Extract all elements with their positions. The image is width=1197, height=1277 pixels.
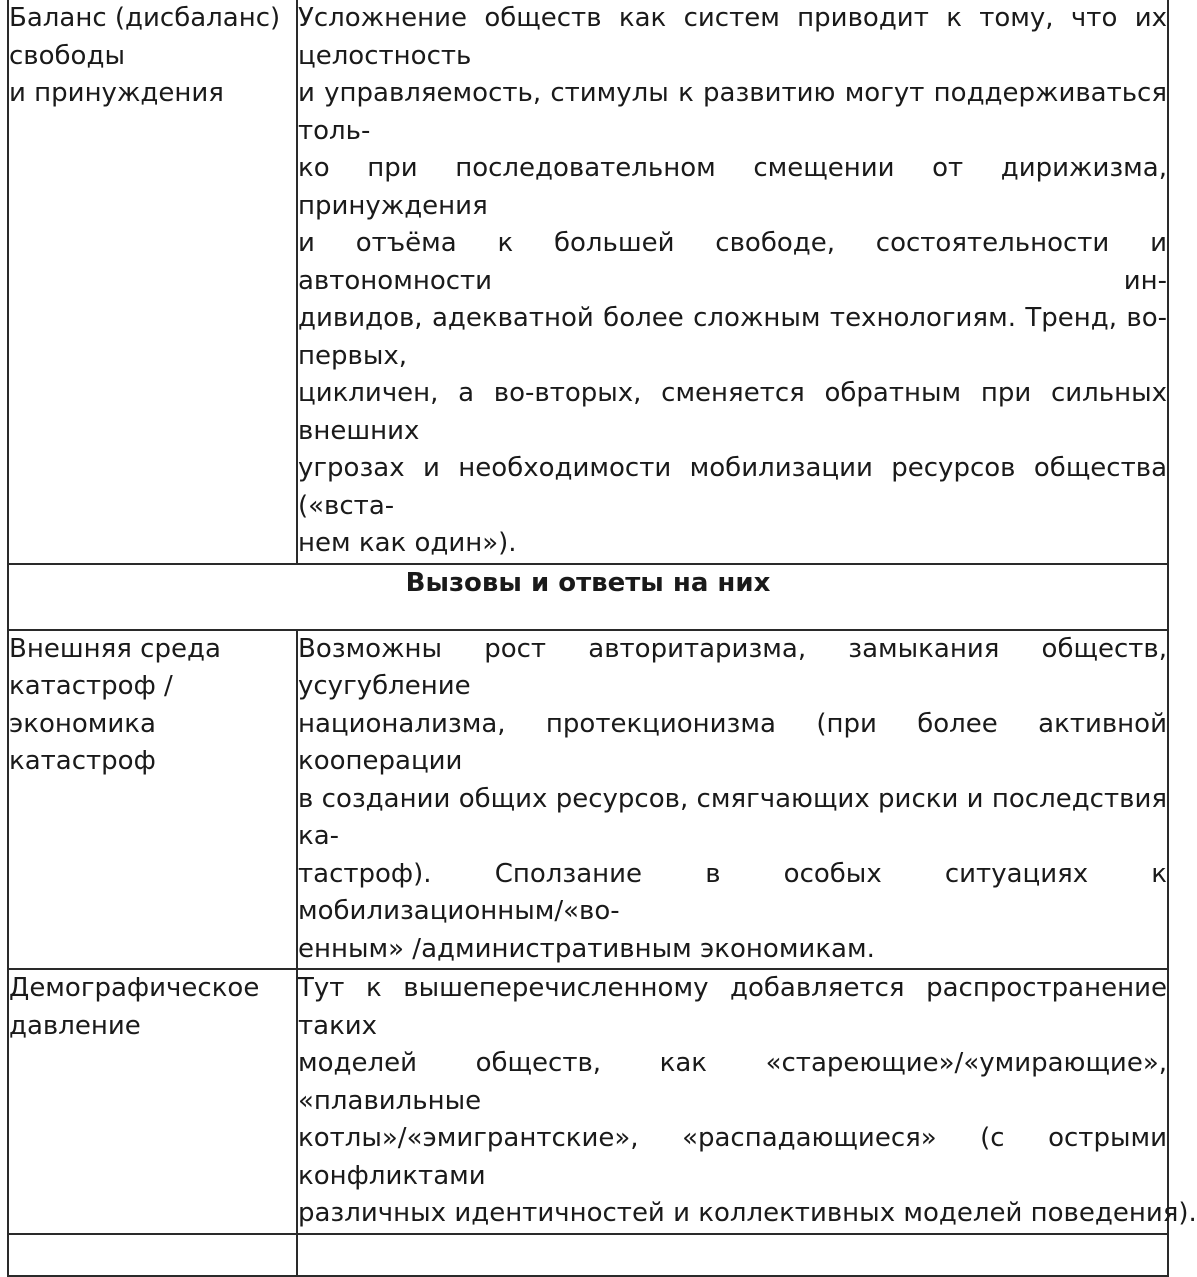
- table-row: [8, 1234, 1168, 1276]
- term-line: свободы: [9, 40, 125, 71]
- term-line: Внешняя среда: [9, 633, 221, 664]
- term-cell: [8, 0, 297, 564]
- description-cell: [297, 1234, 1168, 1276]
- table-row: [8, 630, 1168, 970]
- description-line: Возможны рост авторитаризма, замыкания обществ, усугубление: [298, 633, 1167, 701]
- description-line: котлы»/«эмигрантские», «распадающиеся» (с острыми конфликтами: [298, 1123, 1167, 1191]
- term-line: Баланс (дисбаланс): [9, 3, 281, 33]
- description-line: и отъёма к большей свободе, состоятельности и автономности ин-: [298, 228, 1167, 296]
- description-line: Усложнение обществ как систем приводит к тому, что их целостность: [298, 3, 1167, 71]
- term-line: давление: [9, 1010, 141, 1041]
- description-line: енным» /административным экономикам.: [298, 933, 875, 964]
- description-line: Тут к вышеперечисленному добавляется распространение таких: [298, 973, 1167, 1041]
- description-line: национализма, протекционизма (при более активной кооперации: [298, 708, 1167, 776]
- term-line: экономика: [9, 708, 156, 739]
- term-line: катастроф /: [9, 671, 173, 701]
- table-row: [8, 969, 1168, 1234]
- term-cell: [8, 1234, 297, 1276]
- description-line: ко при последовательном смещении от дирижизма, принуждения: [298, 153, 1167, 221]
- description-line: тастроф). Сползание в особых ситуациях к мобилизационным/«во-: [298, 858, 1167, 926]
- description-line: нем как один»).: [298, 528, 517, 558]
- description-line: различных идентичностей и коллективных моделей поведения).: [298, 1198, 1197, 1228]
- description-cell: [297, 0, 1168, 564]
- section-heading: Вызовы и ответы на них: [8, 564, 1168, 630]
- description-line: и управляемость, стимулы к развитию могут поддерживаться толь-: [298, 78, 1167, 146]
- description-line: цикличен, а во-вторых, сменяется обратным при сильных внешних: [298, 378, 1167, 446]
- description-line: моделей обществ, как «стареющие»/«умирающие», «плавильные: [298, 1048, 1167, 1116]
- description-line: угрозах и необходимости мобилизации ресурсов общества («вста-: [298, 453, 1167, 521]
- term-line: катастроф: [9, 746, 156, 776]
- term-cell: [8, 630, 297, 970]
- section-heading-row: [8, 564, 1168, 630]
- content-table: [7, 0, 1197, 1277]
- term-line: Демографическое: [9, 973, 260, 1003]
- description-cell: [297, 969, 1197, 1234]
- term-line: и принуждения: [9, 78, 224, 108]
- description-line: дивидов, адекватной более сложным технологиям. Тренд, во-первых,: [298, 303, 1167, 371]
- description-line: в создании общих ресурсов, смягчающих риски и последствия ка-: [298, 783, 1167, 851]
- description-cell: [297, 630, 1168, 970]
- term-cell: [8, 969, 297, 1234]
- table-row: [8, 0, 1168, 564]
